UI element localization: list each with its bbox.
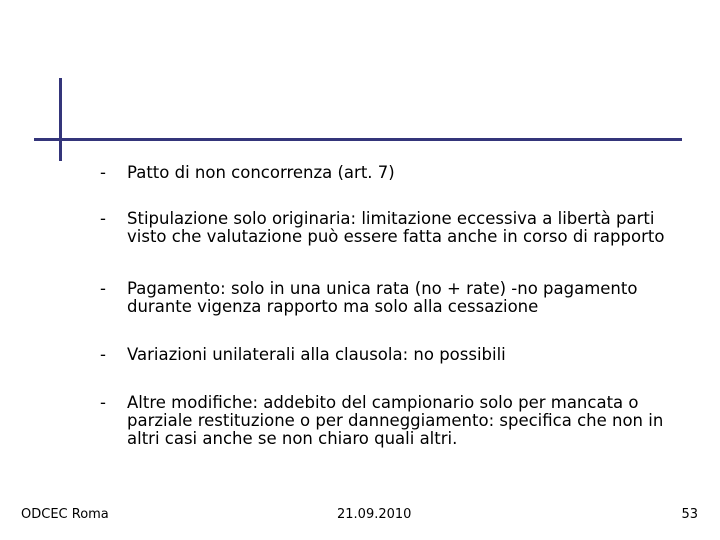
bullet-text bbox=[127, 394, 710, 448]
bullet-marker: - bbox=[100, 393, 106, 412]
bullet-line: Variazioni unilaterali alla clausola: no possibili bbox=[127, 345, 506, 364]
bullet-item bbox=[100, 280, 710, 316]
footer-organization: ODCEC Roma bbox=[21, 507, 109, 522]
bullet-line: Altre modifiche: addebito del campionario solo per mancata o bbox=[127, 393, 639, 412]
bullet-line: Stipulazione solo originaria: limitazione eccessiva a libertà parti bbox=[127, 209, 655, 228]
page-number: 53 bbox=[681, 507, 698, 522]
decorative-vertical-line bbox=[59, 78, 62, 161]
bullet-item bbox=[100, 164, 710, 182]
bullet-text bbox=[127, 346, 710, 364]
footer-date: 21.09.2010 bbox=[337, 507, 412, 522]
bullet-line: Pagamento: solo in una unica rata (no + rate) -no pagamento bbox=[127, 279, 638, 298]
bullet-line: parziale restituzione o per danneggiamento: specifica che non in bbox=[127, 411, 664, 430]
bullet-marker: - bbox=[100, 209, 106, 228]
bullet-text bbox=[127, 280, 710, 316]
decorative-horizontal-line bbox=[34, 138, 682, 141]
bullet-marker: - bbox=[100, 163, 106, 182]
bullet-line: durante vigenza rapporto ma solo alla cessazione bbox=[127, 297, 539, 316]
bullet-item bbox=[100, 210, 710, 246]
bullet-marker: - bbox=[100, 279, 106, 298]
bullet-item bbox=[100, 346, 710, 364]
bullet-line: Patto di non concorrenza (art. 7) bbox=[127, 163, 395, 182]
bullet-item bbox=[100, 394, 710, 448]
bullet-line: altri casi anche se non chiaro quali altri. bbox=[127, 429, 458, 448]
bullet-marker: - bbox=[100, 345, 106, 364]
bullet-line: visto che valutazione può essere fatta anche in corso di rapporto bbox=[127, 227, 665, 246]
bullet-text bbox=[127, 164, 710, 182]
bullet-text bbox=[127, 210, 710, 246]
